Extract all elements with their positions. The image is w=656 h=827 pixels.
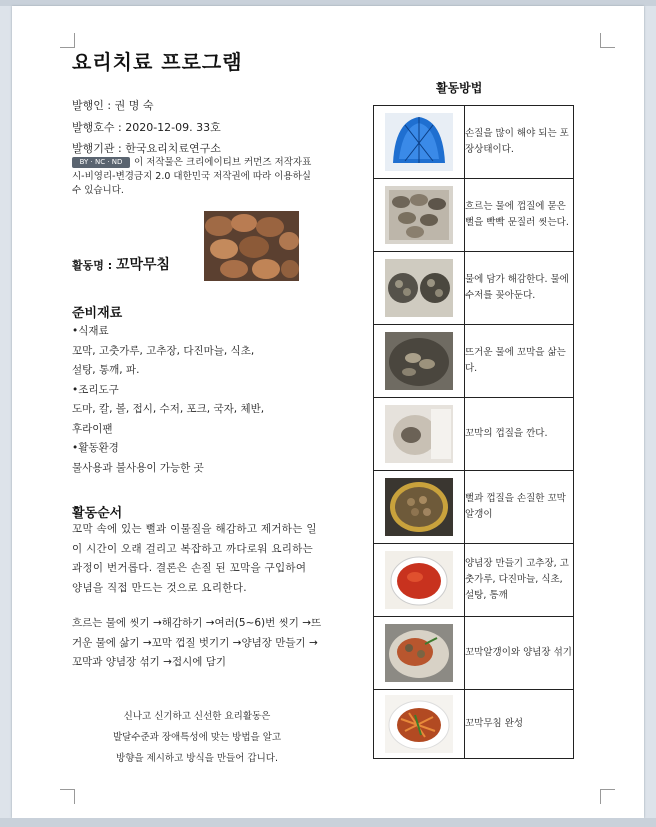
cockle-photo: [204, 211, 299, 281]
washing-cockles-icon: [385, 186, 453, 244]
blue-net-bag-icon: [385, 113, 453, 171]
crop-mark: [600, 33, 615, 48]
finished-dish-icon: [385, 695, 453, 753]
publisher-line: 발행인 : 권 명 숙: [72, 99, 154, 112]
step-text: 꼬막알갱이와 양념장 섞기: [465, 617, 574, 690]
soaking-cockles-icon: [385, 259, 453, 317]
prep-line: •조리도구: [72, 383, 119, 396]
boiling-pot-icon: [385, 332, 453, 390]
closing-line: 방향을 제시하고 방식을 만들어 갑니다.: [116, 753, 278, 764]
prep-line: •활동환경: [72, 442, 119, 454]
table-row: [374, 617, 574, 690]
step-text: 흐르는 물에 껍질에 묻은 뻘을 빡빡 문질러 씻는다.: [465, 179, 574, 252]
crop-mark: [600, 789, 615, 804]
closing-line: 신나고 신기하고 신선한 요리활동은: [123, 711, 271, 722]
step-text: 뜨거운 물에 꼬막을 삶는다.: [465, 325, 574, 398]
step-text: 손질을 많이 해야 되는 포장상태이다.: [465, 106, 574, 179]
table-row: [374, 471, 574, 544]
prep-line: 도마, 칼, 볼, 접시, 수저, 포크, 국자, 체반,: [72, 403, 265, 415]
license-text: 이 저작물은 크리에이티브 커먼즈 저작자표시-비영리-변경금지 2.0 대한민국 저작권에 따라 이용하실 수 있습니다.: [72, 157, 312, 196]
flow-text: 흐르는 물에 씻기 →해감하기 →여러(5~6)번 씻기 →뜨거운 물에 삶기 →꼬막 껍질 벗기기 →양념장 만들기 →꼬막과 양념장 섞기 →접시에 담기: [72, 617, 322, 668]
closing-line: 발달수준과 장애특성에 맞는 방법을 알고: [112, 732, 282, 743]
closing-message: [72, 706, 322, 769]
mixing-bowl-icon: [385, 624, 453, 682]
activity-label: 활동명 :: [72, 259, 116, 272]
activity-name: [72, 254, 170, 274]
step-text: 꼬막무침 완성: [465, 690, 574, 759]
page-title: 요리치료 프로그램: [72, 50, 243, 74]
prep-line: 물사용과 불사용이 가능한 곳: [72, 461, 204, 474]
bottom-ruler: [0, 818, 656, 827]
step-text: 양념장 만들기 고추장, 고춧가루, 다진마늘, 식초, 설탕, 통깨: [465, 544, 574, 617]
table-row: [374, 325, 574, 398]
step-text: 꼬막의 껍질을 깐다.: [465, 398, 574, 471]
peeling-hand-icon: [385, 405, 453, 463]
table-row: [374, 544, 574, 617]
table-row: [374, 106, 574, 179]
table-row: [374, 398, 574, 471]
prep-heading: 준비재료: [72, 306, 123, 321]
table-row: [374, 690, 574, 759]
prep-line: •식재료: [72, 325, 109, 337]
license-notice: [72, 156, 322, 198]
org-line: 발행기관 : 한국요리치료연구소: [72, 142, 221, 155]
crop-mark: [60, 789, 75, 804]
table-row: [374, 179, 574, 252]
red-sauce-bowl-icon: [385, 551, 453, 609]
activity-title: 꼬막무침: [115, 257, 171, 273]
order-text: 꼬막 속에 있는 뻘과 이물질을 해감하고 제거하는 일이 시간이 오래 걸리고 복잡하고 까다로워 요리하는 과정이 번거롭다. 결론은 손질 된 꼬막을 구입하여 양념을 직접 만드는 것으로 요리한다.: [72, 523, 317, 594]
method-title: 활동방법: [436, 81, 483, 95]
step-text: 물에 담가 해감한다. 물에 수저를 꽂아둔다.: [465, 252, 574, 325]
prep-line: 꼬막, 고춧가루, 고추장, 다진마늘, 식초,: [72, 344, 255, 357]
prep-line: 설탕, 통깨, 파.: [72, 364, 140, 376]
order-heading: 활동순서: [72, 506, 123, 521]
table-row: [374, 252, 574, 325]
issue-line: 발행호수 : 2020-12-09. 33호: [72, 121, 221, 134]
step-text: 뻘과 껍질을 손질한 꼬막 알갱이: [465, 471, 574, 544]
prep-list: [72, 322, 322, 478]
cc-license-icon: BY · NC · ND: [72, 157, 130, 168]
cockle-meat-bowl-icon: [385, 478, 453, 536]
method-table: [373, 105, 574, 759]
prep-line: 후라이팬: [72, 422, 113, 435]
document-page: [12, 6, 644, 818]
